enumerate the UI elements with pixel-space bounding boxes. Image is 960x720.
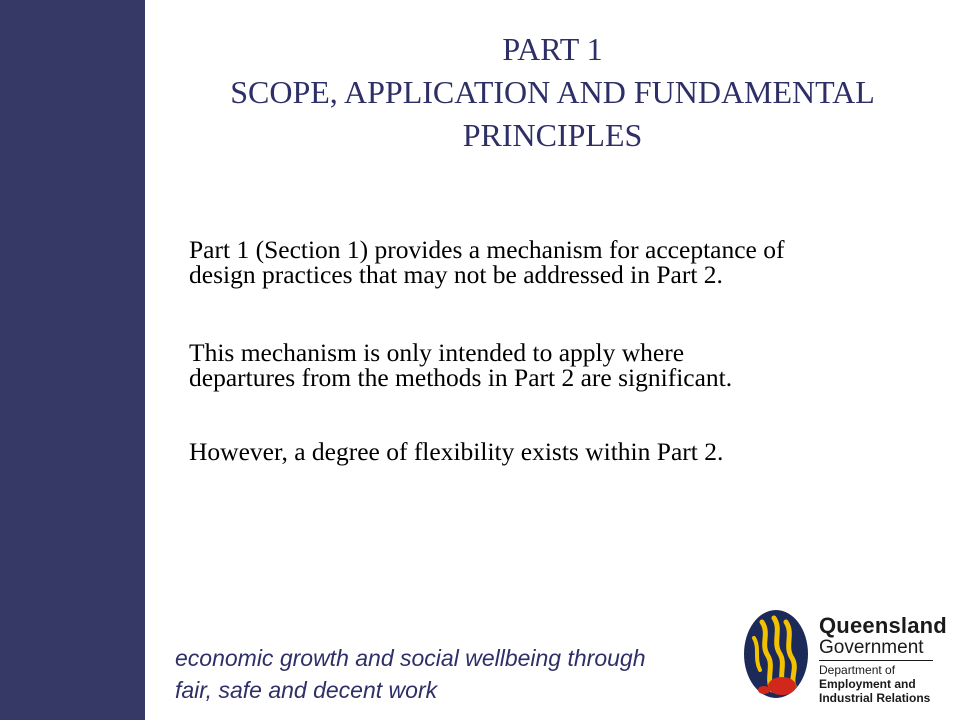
tagline-line-1: economic growth and social wellbeing through	[175, 645, 646, 671]
paragraph-3	[189, 439, 959, 464]
logo-line-department: Department of	[819, 663, 896, 677]
paragraph-2-line-1: This mechanism is only intended to apply where	[189, 338, 685, 367]
title-line-1: PART 1	[502, 31, 603, 67]
paragraph-1-line-2: design practices that may not be addressed in Part 2.	[189, 260, 723, 289]
queensland-emblem-icon	[742, 608, 810, 700]
paragraph-1-line-1: Part 1 (Section 1) provides a mechanism for acceptance of	[189, 235, 785, 264]
tagline-line-2: fair, safe and decent work	[175, 677, 438, 703]
paragraph-1	[189, 237, 959, 287]
title-line-2: SCOPE, APPLICATION AND FUNDAMENTAL	[230, 74, 875, 110]
logo-wordmark	[819, 614, 947, 705]
logo-line-government: Government	[819, 638, 933, 661]
paragraph-3-line-1: However, a degree of flexibility exists within Part 2.	[189, 437, 724, 466]
slide-title	[145, 28, 960, 157]
logo-line-employment: Employment and	[819, 677, 916, 691]
paragraph-2-line-2: departures from the methods in Part 2 are significant.	[189, 363, 733, 392]
logo-line-queensland: Queensland	[819, 613, 947, 638]
queensland-government-logo	[742, 608, 947, 706]
footer-tagline	[175, 642, 646, 706]
paragraph-2	[189, 340, 959, 390]
title-line-3: PRINCIPLES	[462, 117, 643, 153]
sidebar-band	[0, 0, 145, 720]
logo-line-industrial-relations: Industrial Relations	[819, 691, 931, 705]
